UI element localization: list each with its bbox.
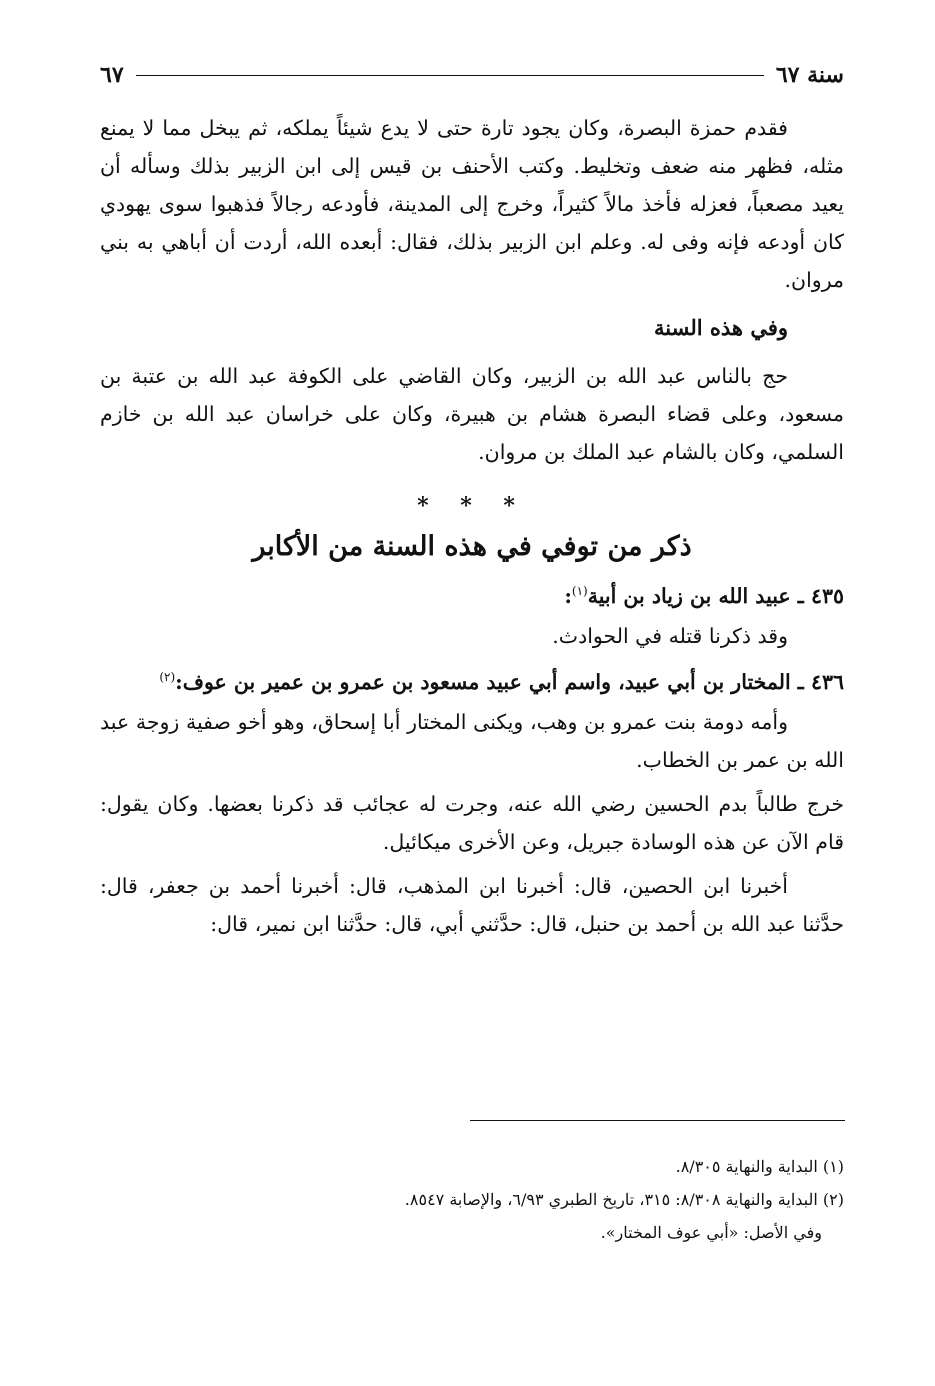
footnote-2-continuation: وفي الأصل: «أبي عوف المختار».: [600, 1223, 822, 1242]
paragraph: وقد ذكرنا قتله في الحوادث.: [552, 624, 788, 648]
chapter-title: ذكر من توفي في هذه السنة من الأكابر: [252, 531, 692, 562]
spacer: [100, 95, 844, 109]
page-body: [100, 55, 844, 943]
entry-title: ٤٣٦ ـ المختار بن أبي عبيد، واسم أبي عبيد مسعود بن عمرو بن عمير بن عوف: [182, 670, 844, 694]
entry-colon: :: [175, 670, 183, 694]
entry-colon: :: [564, 584, 572, 608]
paragraph: وأمه دومة بنت عمرو بن وهب، ويكنى المختار أبا إسحاق، وهو أخو صفية زوجة عبد الله بن عمر بن الخطاب.: [100, 710, 844, 772]
paragraph: حج بالناس عبد الله بن الزبير، وكان القاضي على الكوفة عبد الله بن عتبة بن مسعود، وعلى قضاء البصرة هشام بن هبيرة، وكان على خراسان عبد الله بن خازم السلمي، وكان بالشام عبد الملك بن مروان.: [100, 364, 844, 464]
paragraph: فقدم حمزة البصرة، وكان يجود تارة حتى لا يدع شيئاً يملكه، ثم يبخل مما لا يمنع مثله، فظهر منه ضعف وتخليط. وكتب الأحنف بن قيس إلى ابن الزبير بذلك وسأله أن يعيد مصعباً، فعزله فأخذ مالاً كثيراً، وخرج إلى المدينة، فأودعه رجالاً فذهبوا سوى يهودي كان أودعه فإنه وفى له. وعلم ابن الزبير بذلك، فقال: أبعده الله، أردت أن أباهي به بني مروان.: [100, 116, 844, 292]
footnote-1: (١) البداية والنهاية ٨/٣٠٥.: [675, 1157, 844, 1176]
entry-title: ٤٣٥ ـ عبيد الله بن زياد بن أبية: [587, 584, 844, 608]
section-separator: * * *: [417, 493, 527, 519]
paragraph: أخبرنا ابن الحصين، قال: أخبرنا ابن المذهب، قال: أخبرنا أحمد بن جعفر، قال: حدَّثنا عبد الله بن أحمد بن حنبل، قال: حدَّثني أبي، قال: حدَّثنا ابن نمير، قال:: [100, 874, 844, 936]
footnote-ref: (١): [571, 584, 588, 599]
entry-heading-436: [100, 661, 844, 703]
paragraph: خرج طالباً بدم الحسين رضي الله عنه، وجرت له عجائب قد ذكرنا بعضها. وكان يقول: قام الآن عن هذه الوسادة جبريل، وعن الأخرى ميكائيل.: [100, 792, 844, 854]
running-title: سنة ٦٧: [775, 62, 844, 88]
footnote-ref: (٢): [159, 670, 176, 685]
page-number: ٦٧: [100, 62, 124, 88]
section-subheading: وفي هذه السنة: [654, 315, 788, 340]
entry-heading-435: [100, 575, 844, 617]
footnote-2: (٢) البداية والنهاية ٨/٣٠٨: ٣١٥، تاريخ الطبري ٦/٩٣، والإصابة ٨٥٤٧.: [404, 1190, 844, 1209]
footnote-rule: [470, 1120, 845, 1121]
header-rule: [136, 75, 764, 76]
running-header: [100, 55, 844, 95]
footnotes: [100, 1150, 844, 1249]
